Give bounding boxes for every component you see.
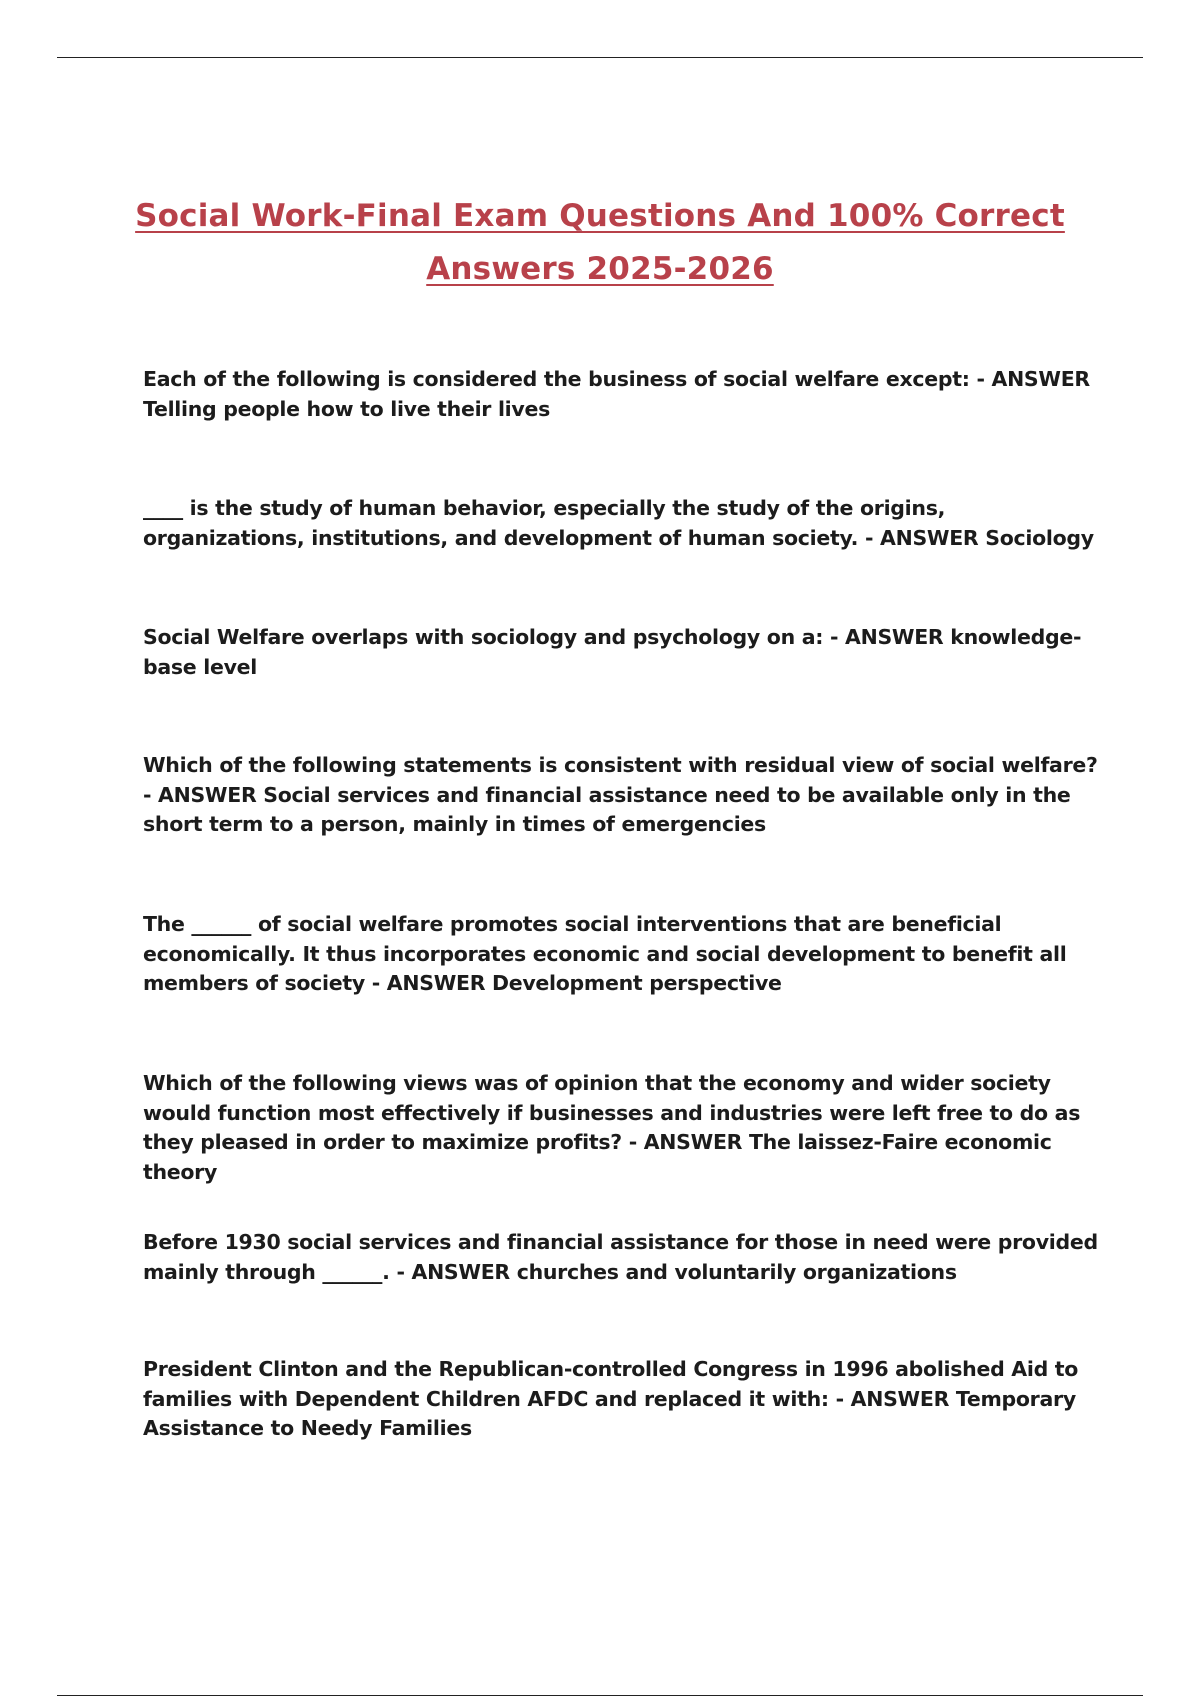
footer-rule xyxy=(57,1695,1143,1696)
qa-item-1: Each of the following is considered the business of social welfare except: - ANSWER Telling people how to live their lives xyxy=(143,367,1090,421)
qa-item-7: Before 1930 social services and financial assistance for those in need were provided mainly through ______. - ANSWER churches and voluntarily organizations xyxy=(143,1230,1098,1284)
document-title xyxy=(100,190,1100,296)
qa-item-2: ____ is the study of human behavior, especially the study of the origins, organizations, institutions, and development of human society. - ANSWER Sociology xyxy=(143,496,1094,550)
qa-item-4: Which of the following statements is consistent with residual view of social welfare? - ANSWER Social services and financial assistance need to be available only in the short term to a person, mainly in times of emergencies xyxy=(143,753,1098,836)
title-line-2: Answers 2025-2026 xyxy=(426,251,774,287)
header-rule xyxy=(57,57,1143,58)
qa-item-5: The ______ of social welfare promotes social interventions that are beneficial economically. It thus incorporates economic and social development to benefit all members of society - ANSWER Development perspective xyxy=(143,912,1067,995)
qa-item-8: President Clinton and the Republican-controlled Congress in 1996 abolished Aid to families with Dependent Children AFDC and replaced it with: - ANSWER Temporary Assistance to Needy Families xyxy=(143,1357,1079,1440)
qa-item-3: Social Welfare overlaps with sociology and psychology on a: - ANSWER knowledge-base level xyxy=(143,625,1082,679)
qa-item-6: Which of the following views was of opinion that the economy and wider society would function most effectively if businesses and industries were left free to do as they pleased in order to maximize profits? - ANSWER The laissez-Faire economic theory xyxy=(143,1071,1081,1184)
title-line-1: Social Work-Final Exam Questions And 100% Correct xyxy=(135,198,1065,234)
